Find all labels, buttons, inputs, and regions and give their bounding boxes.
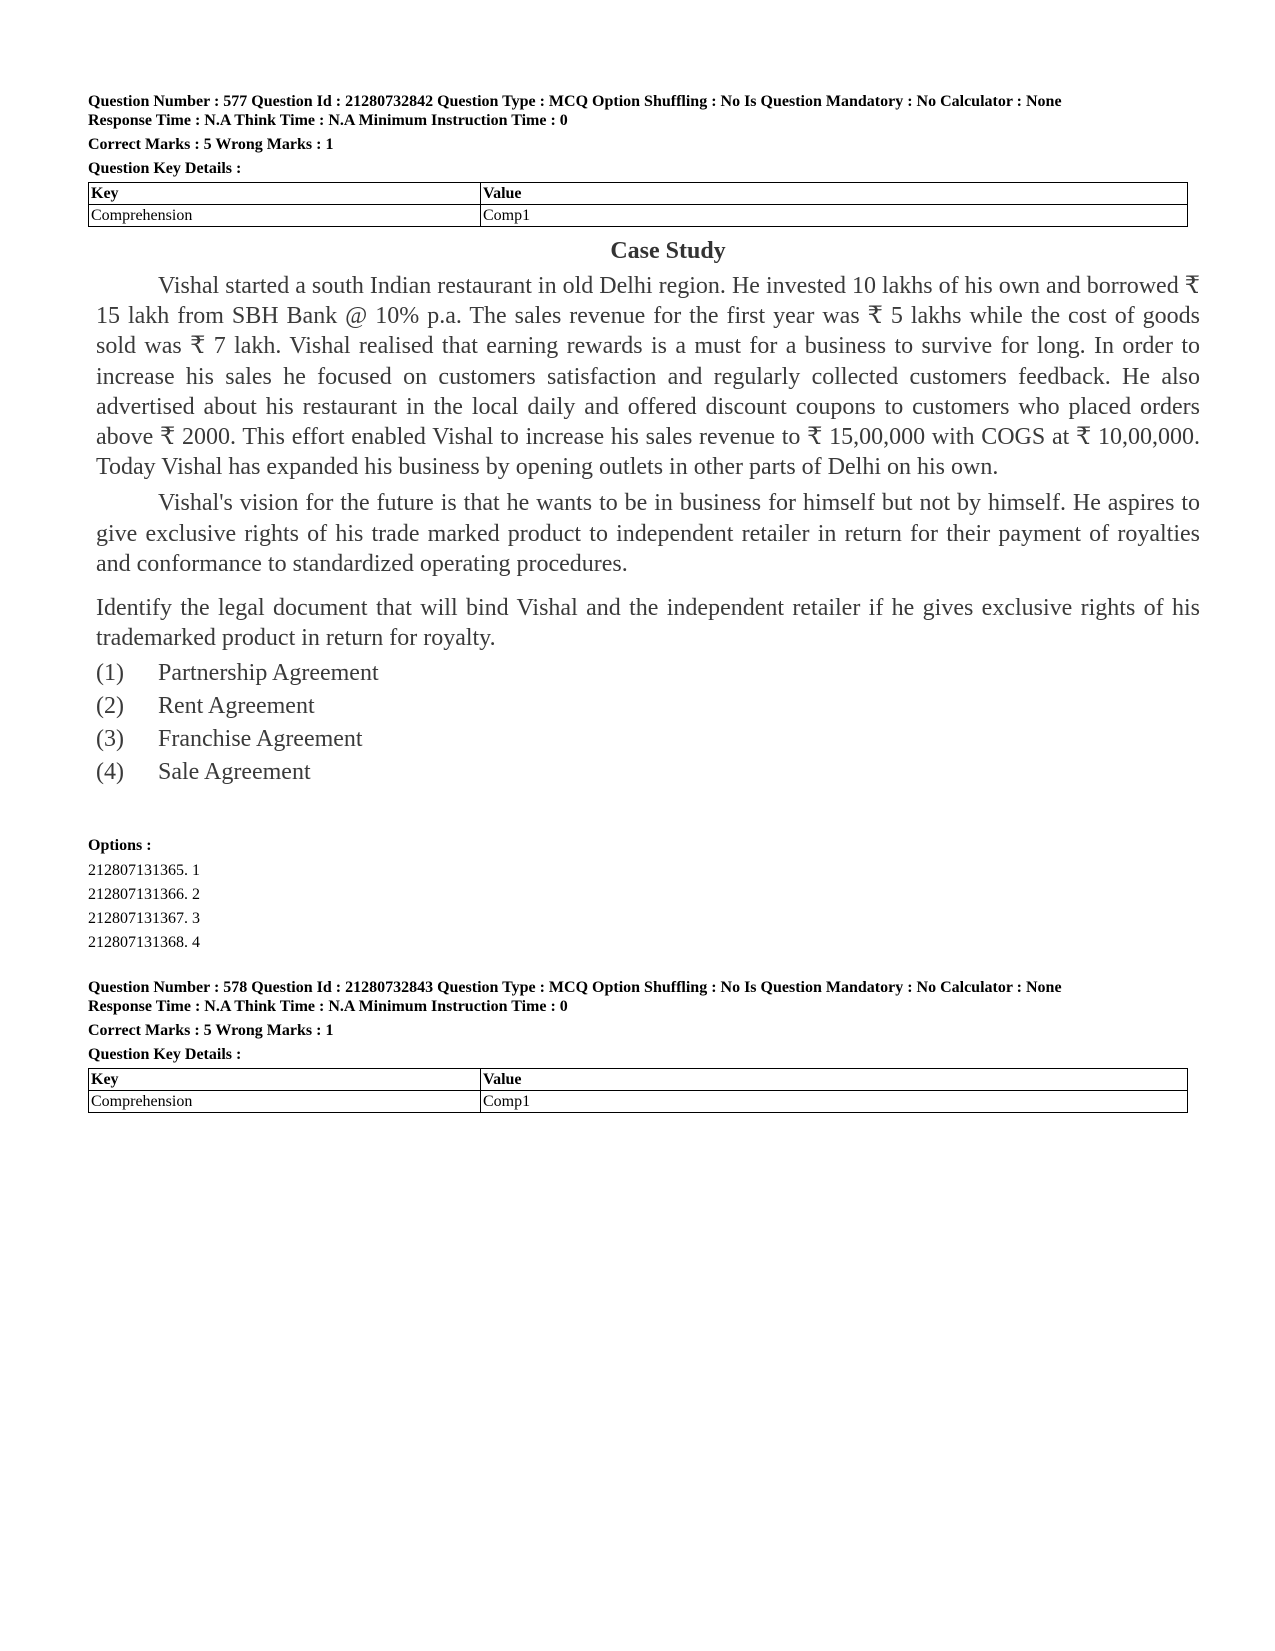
table-header-row (89, 1069, 1188, 1091)
table-row (89, 1091, 1188, 1113)
marks-line: Correct Marks : 5 Wrong Marks : 1 (88, 136, 334, 153)
options-section (88, 836, 200, 955)
answer-choice (96, 690, 1200, 723)
option-item: 212807131366. 2 (88, 886, 200, 903)
choice-text: Partnership Agreement (158, 660, 379, 687)
choice-text: Sale Agreement (158, 759, 311, 786)
option-item: 212807131367. 3 (88, 910, 200, 927)
choice-number: (2) (96, 693, 124, 720)
question-meta-line1: Question Number : 578 Question Id : 21280732843 Question Type : MCQ Option Shuffling : No Is Question Mandatory : No Calculator : None (88, 979, 1062, 996)
choice-text: Rent Agreement (158, 693, 315, 720)
question-meta-line2: Response Time : N.A Think Time : N.A Minimum Instruction Time : 0 (88, 998, 568, 1015)
key-header-cell: Key (89, 183, 481, 205)
value-cell: Comp1 (481, 1091, 1188, 1113)
value-header-cell: Value (481, 183, 1188, 205)
answer-choice (96, 657, 1200, 690)
choice-text: Franchise Agreement (158, 726, 363, 753)
question-577-header (88, 92, 1190, 227)
key-details-label: Question Key Details : (88, 160, 242, 177)
question-text: Identify the legal document that will bind Vishal and the independent retailer if he gives exclusive rights of his trademarked product in return for royalty. (96, 595, 1200, 652)
table-row (89, 205, 1188, 227)
answer-choice (96, 756, 1200, 789)
option-item: 212807131368. 4 (88, 934, 200, 951)
choice-number: (4) (96, 759, 124, 786)
question-578-header (88, 978, 1190, 1113)
question-meta-line2: Response Time : N.A Think Time : N.A Minimum Instruction Time : 0 (88, 112, 568, 129)
answer-choices (96, 657, 1200, 789)
case-study-image (96, 238, 1200, 789)
table-header-row (89, 183, 1188, 205)
case-study-paragraph-2: Vishal's vision for the future is that he wants to be in business for himself but not by himself. He aspires to give exclusive rights of his trade marked product to independent retailer in return for their payment of royalties and conformance to standardized operating procedures. (96, 490, 1200, 577)
key-details-table (88, 1068, 1188, 1113)
answer-choice (96, 723, 1200, 756)
case-study-title: Case Study (610, 238, 726, 264)
options-label: Options : (88, 837, 152, 854)
key-details-table (88, 182, 1188, 227)
key-cell: Comprehension (89, 205, 481, 227)
case-study-paragraph-1: Vishal started a south Indian restaurant in old Delhi region. He invested 10 lakhs of his own and borrowed ₹ 15 lakh from SBH Bank @ 10% p.a. The sales revenue for the first year was ₹ 5 lakhs while the cost of goods sold was ₹ 7 lakh. Vishal realised that earning rewards is a must for a business to survive for long. In order to increase his sales he focused on customers satisfaction and regularly collected customers feedback. He also advertised about his restaurant in the local daily and offered discount coupons to customers who placed orders above ₹ 2000. This effort enabled Vishal to increase his sales revenue to ₹ 15,00,000 with COGS at ₹ 10,00,000. Today Vishal has expanded his business by opening outlets in other parts of Delhi on his own. (96, 273, 1200, 481)
key-header-cell: Key (89, 1069, 481, 1091)
choice-number: (1) (96, 660, 124, 687)
question-meta-line1: Question Number : 577 Question Id : 21280732842 Question Type : MCQ Option Shuffling : No Is Question Mandatory : No Calculator : None (88, 93, 1062, 110)
marks-line: Correct Marks : 5 Wrong Marks : 1 (88, 1022, 334, 1039)
option-item: 212807131365. 1 (88, 862, 200, 879)
choice-number: (3) (96, 726, 124, 753)
value-cell: Comp1 (481, 205, 1188, 227)
key-details-label: Question Key Details : (88, 1046, 242, 1063)
key-cell: Comprehension (89, 1091, 481, 1113)
value-header-cell: Value (481, 1069, 1188, 1091)
